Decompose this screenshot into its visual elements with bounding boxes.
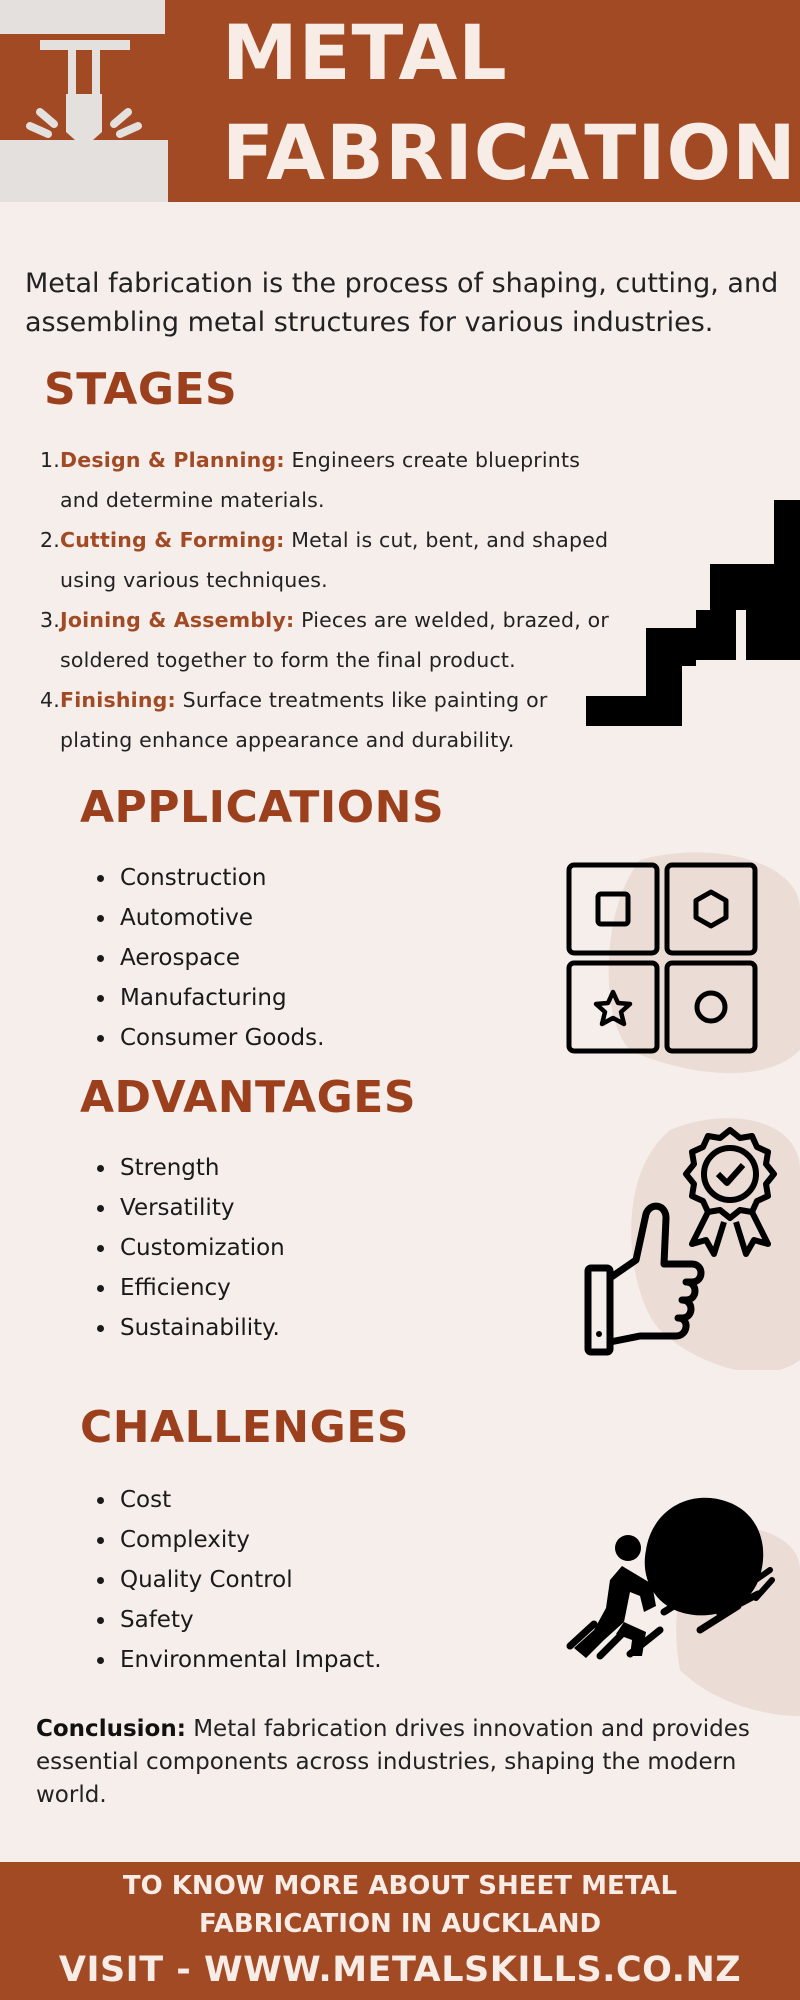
advantages-heading: ADVANTAGES <box>80 1072 417 1123</box>
conclusion-lead: Conclusion: <box>36 1716 186 1742</box>
page-title-line2: FABRICATION <box>222 108 797 197</box>
applications-list <box>120 858 520 1058</box>
list-item: Environmental Impact. <box>120 1640 540 1680</box>
list-item: Versatility <box>120 1188 520 1228</box>
list-item: Quality Control <box>120 1560 540 1600</box>
stage-number: 2. <box>40 528 60 552</box>
shapes-grid-icon <box>560 850 800 1080</box>
list-item: Cost <box>120 1480 540 1520</box>
stage-item <box>40 680 620 760</box>
challenges-list <box>120 1480 540 1680</box>
intro-text: Metal fabrication is the process of shaping, cutting, and assembling metal structures for various industries. <box>25 268 779 338</box>
list-item: Safety <box>120 1600 540 1640</box>
list-item: Customization <box>120 1228 520 1268</box>
footer-cta-line1: TO KNOW MORE ABOUT SHEET METAL <box>122 1871 678 1901</box>
stage-text: Surface treatments like painting or plating enhance appearance and durability. <box>60 688 548 752</box>
stage-text: Metal is cut, bent, and shaped using various techniques. <box>60 528 609 592</box>
list-item: Automotive <box>120 898 520 938</box>
list-item: Aerospace <box>120 938 520 978</box>
thumbs-up-badge-icon <box>580 1110 800 1370</box>
list-item: Efficiency <box>120 1268 520 1308</box>
stage-text: Pieces are welded, brazed, or soldered together to form the final product. <box>60 608 609 672</box>
page-title-line1: METAL <box>222 8 508 97</box>
list-item: Sustainability. <box>120 1308 520 1348</box>
press-machine-icon <box>0 0 168 202</box>
push-boulder-icon <box>560 1480 800 1716</box>
stage-item <box>40 520 620 600</box>
list-item: Strength <box>120 1148 520 1188</box>
stage-lead: Finishing: <box>60 688 176 712</box>
conclusion-body: Metal fabrication drives innovation and provides essential components across industries, shaping the modern world. <box>36 1716 750 1808</box>
stage-lead: Design & Planning: <box>60 448 285 472</box>
stage-number: 1. <box>40 448 60 472</box>
stairs-icon <box>586 500 800 726</box>
list-item: Manufacturing <box>120 978 520 1018</box>
stage-item <box>40 440 620 520</box>
list-item: Complexity <box>120 1520 540 1560</box>
challenges-heading: CHALLENGES <box>80 1402 409 1453</box>
conclusion-text <box>36 1713 756 1812</box>
stage-lead: Cutting & Forming: <box>60 528 285 552</box>
applications-heading: APPLICATIONS <box>80 782 445 833</box>
footer-cta-line2: FABRICATION IN AUCKLAND <box>198 1909 602 1939</box>
stage-lead: Joining & Assembly: <box>60 608 295 632</box>
advantages-list <box>120 1148 520 1348</box>
stages-list <box>40 440 620 760</box>
stage-number: 4. <box>40 688 60 712</box>
stage-text: Engineers create blueprints and determine materials. <box>60 448 581 512</box>
stage-item <box>40 600 620 680</box>
stages-heading: STAGES <box>44 364 238 415</box>
footer-website-link[interactable]: VISIT - WWW.METALSKILLS.CO.NZ <box>58 1950 742 1990</box>
stage-number: 3. <box>40 608 60 632</box>
list-item: Consumer Goods. <box>120 1018 520 1058</box>
list-item: Construction <box>120 858 520 898</box>
